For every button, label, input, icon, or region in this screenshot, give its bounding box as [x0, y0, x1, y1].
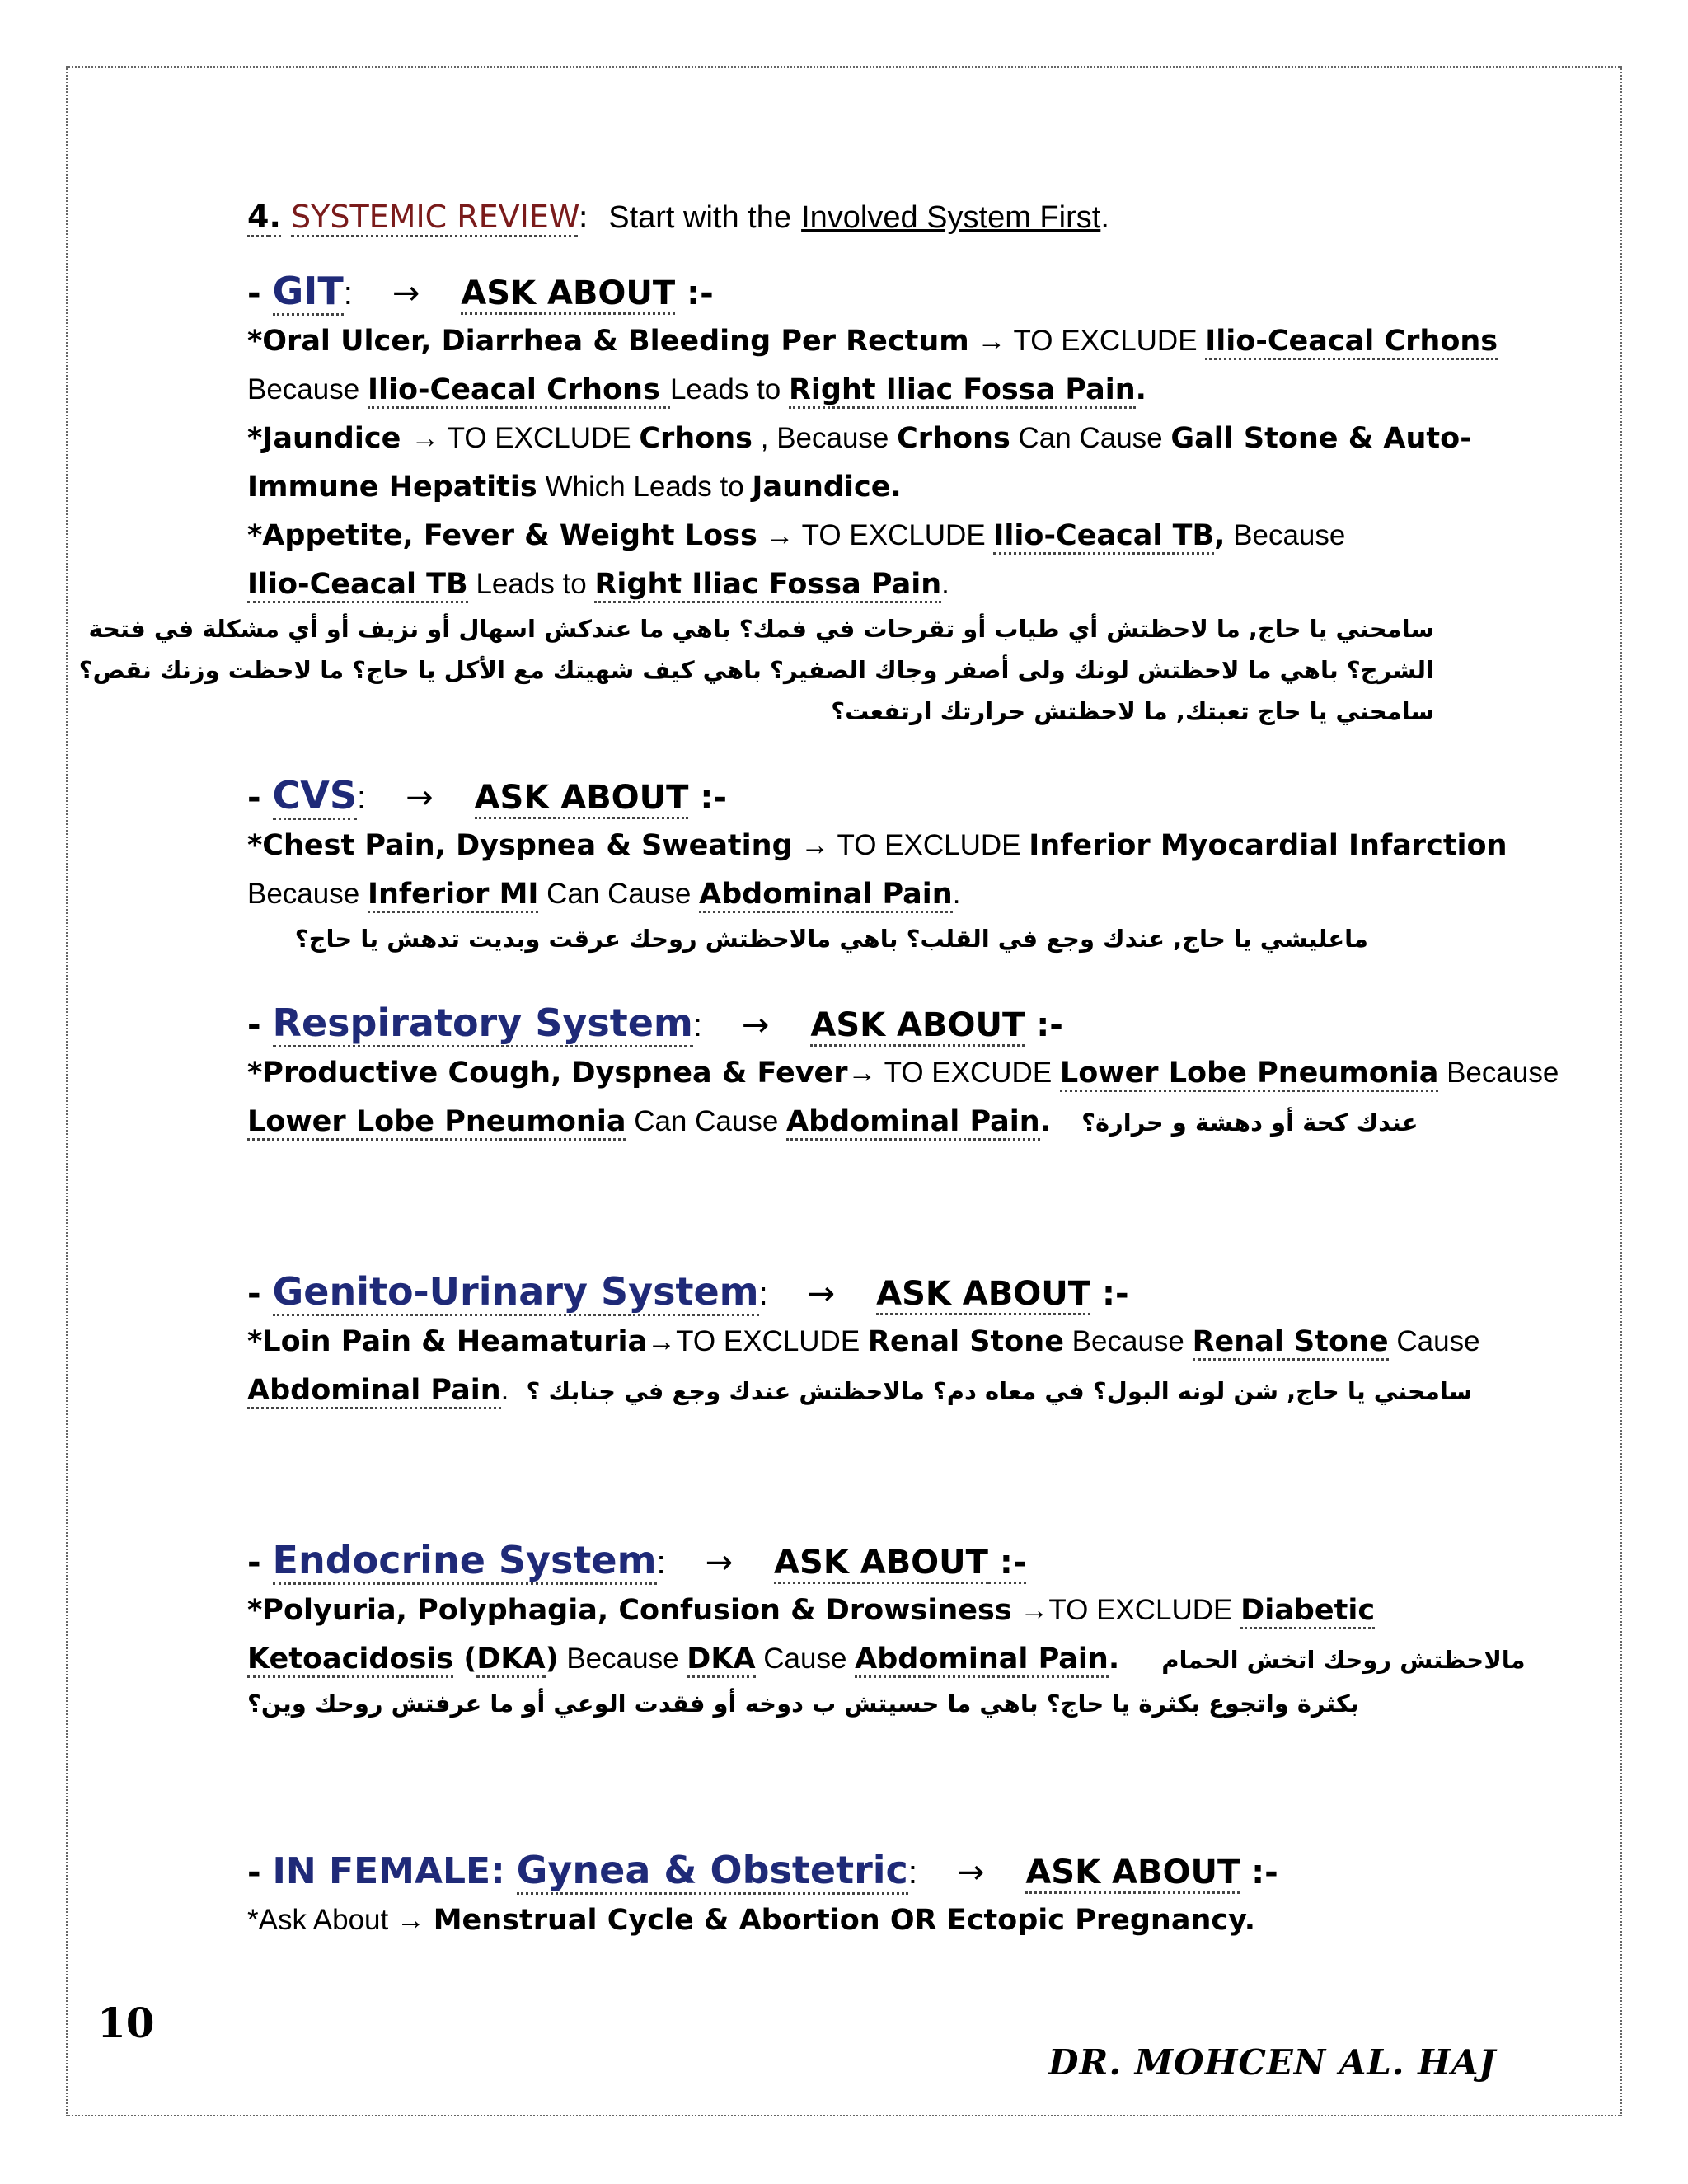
- diagnosis-term: Right Iliac Fossa Pain: [594, 568, 941, 603]
- diagnosis-term: Abdominal Pain: [855, 1643, 1109, 1678]
- git-line-4: [247, 462, 1434, 511]
- text: Because: [1063, 1325, 1193, 1357]
- ask-suffix: :-: [1090, 1275, 1129, 1313]
- git-arabic-2: الشرج؟ باهي ما لاحظتش لونك ولى أصفر وجاك الصفير؟ باهي كيف شهيتك مع الأكل يا حاج؟ ما لاحظت وزنك نقص؟: [78, 656, 1434, 684]
- endo-symptoms: *Polyuria, Polyphagia, Confusion & Drowsiness: [247, 1594, 1012, 1627]
- endo-arabic-2: بكثرة واتجوع بكثرة يا حاج؟ باهي ما حسيتش ب دوخه أو فقدت الوعي أو ما عرفتش روحك وين؟: [247, 1690, 1359, 1718]
- diagnosis-term: Renal Stone: [867, 1325, 1064, 1358]
- endo-heading: - Endocrine System: → ASK ABOUT :-: [247, 1535, 1434, 1586]
- endo-line-1: [247, 1586, 1434, 1634]
- diagnosis-term: Crhons: [639, 422, 753, 455]
- diagnosis-term: Ilio-Ceacal Crhons: [1205, 325, 1498, 360]
- diagnosis-term: Crhons: [897, 422, 1010, 455]
- ask-about-label: ASK ABOUT: [461, 274, 675, 315]
- ask-about-label: ASK ABOUT: [774, 1544, 988, 1584]
- cvs-label: CVS: [273, 773, 358, 820]
- diagnosis-term: Jaundice.: [752, 471, 902, 504]
- arrow-icon: →: [392, 274, 420, 312]
- endo-label: Endocrine System: [273, 1538, 657, 1585]
- female-heading: - IN FEMALE: Gynea & Obstetric: → ASK ABOUT :-: [247, 1844, 1434, 1896]
- period: .: [500, 1374, 509, 1406]
- cvs-arabic-1: ماعليشي يا حاج, عندك وجع في القلب؟ باهي مالاحظتش روحك عرقت وبديت تدهش يا حاج؟: [294, 925, 1368, 953]
- female-prefix: IN FEMALE:: [272, 1850, 505, 1892]
- gu-heading: - Genito-Urinary System: → ASK ABOUT :-: [247, 1266, 1434, 1317]
- text: Because: [1438, 1057, 1559, 1089]
- diagnosis-term: Ilio-Ceacal TB: [993, 519, 1214, 555]
- section-title: SYSTEMIC REVIEW: [291, 199, 578, 237]
- git-label: GIT: [273, 269, 344, 316]
- text: Because: [1225, 519, 1346, 551]
- resp-heading: - Respiratory System: → ASK ABOUT :-: [247, 997, 1434, 1048]
- ask-suffix: :-: [675, 274, 714, 312]
- ask-about-label: ASK ABOUT: [475, 779, 689, 819]
- exclude-text: →TO EXCLUDE: [647, 1325, 868, 1357]
- ask-about-label: ASK ABOUT: [876, 1275, 1090, 1315]
- text: Leads to: [467, 568, 595, 600]
- female-label: Gynea & Obstetric: [517, 1848, 908, 1895]
- text: Leads to: [669, 373, 789, 405]
- text: *Ask About: [247, 1904, 396, 1936]
- exclude-text: →TO EXCLUDE: [1011, 1594, 1241, 1626]
- git-line-5: [247, 511, 1434, 560]
- cvs-line-1: [247, 821, 1507, 869]
- exclude-text: → TO EXCUDE: [847, 1057, 1060, 1089]
- diagnosis-term: Lower Lobe Pneumonia: [1060, 1057, 1438, 1092]
- heading-intro: Start with the: [608, 200, 791, 235]
- author-signature: DR. MOHCEN AL. HAJ: [1048, 2042, 1497, 2083]
- section-heading: 4. SYSTEMIC REVIEW: Start with the Involved System First.: [247, 190, 1434, 244]
- text: Cause: [1388, 1325, 1480, 1357]
- git-symptoms-1: *Oral Ulcer, Diarrhea & Bleeding Per Rectum: [247, 325, 969, 358]
- arrow-icon: →: [807, 1275, 836, 1313]
- resp-arabic: عندك كحة أو دهشة و حرارة؟: [1081, 1108, 1418, 1137]
- text: Because: [247, 373, 368, 405]
- diagnosis-term: Ilio-Ceacal TB: [247, 568, 468, 603]
- ask-suffix: :-: [688, 779, 727, 817]
- diagnosis-term: Right Iliac Fossa Pain: [789, 373, 1136, 409]
- ask-suffix: :-: [1240, 1854, 1278, 1891]
- git-line-2: [247, 365, 1434, 414]
- page-number: 10: [97, 1999, 155, 2047]
- comma: ,: [1214, 519, 1226, 552]
- gu-label: Genito-Urinary System: [273, 1269, 759, 1316]
- diagnosis-term: Renal Stone: [1193, 1325, 1389, 1361]
- diagnosis-term: Inferior MI: [368, 878, 539, 913]
- gu-arabic: سامحني يا حاج, شن لونه البول؟ في معاه دم؟ مالاحظتش عندك وجع في جنابك ؟: [526, 1377, 1473, 1405]
- ask-suffix: :-: [1025, 1006, 1063, 1044]
- diagnosis-term: DKA: [476, 1643, 545, 1678]
- exclude-text: → TO EXCLUDE: [792, 829, 1029, 861]
- paren: ): [545, 1643, 559, 1675]
- diagnosis-term: DKA: [687, 1643, 755, 1678]
- ask-about-label: ASK ABOUT: [810, 1006, 1025, 1047]
- exclude-text: → TO EXCLUDE: [757, 519, 994, 551]
- git-arabic-1: سامحني يا حاج, ما لاحظتش أي طياب أو تقرحات في فمك؟ باهي ما عندكش اسهال أو نزيف أو أي مشكلة في فتحة: [88, 615, 1434, 643]
- resp-line-1: [247, 1048, 1559, 1097]
- endo-arabic-1: مالاحظتش روحك اتخش الحمام: [1161, 1646, 1526, 1674]
- period: .: [952, 878, 961, 910]
- cvs-heading: - CVS: → ASK ABOUT :-: [247, 770, 1434, 821]
- text: Can Cause: [626, 1105, 787, 1137]
- ask-suffix: :-: [988, 1544, 1027, 1584]
- diagnosis-term: Abdominal Pain: [699, 878, 953, 913]
- section-number: 4: [247, 199, 269, 237]
- text: Because: [247, 878, 368, 910]
- arrow-icon: →: [406, 779, 434, 817]
- resp-line-2: [247, 1097, 1434, 1146]
- text: Because: [558, 1643, 687, 1675]
- arrow-icon: →: [741, 1006, 770, 1044]
- period: .: [941, 568, 950, 600]
- text: Which Leads to: [537, 471, 753, 503]
- resp-symptoms: *Productive Cough, Dyspnea & Fever: [247, 1057, 848, 1090]
- text: Cause: [755, 1643, 856, 1675]
- ask-about-label: ASK ABOUT: [1025, 1854, 1240, 1894]
- period: .: [1039, 1105, 1051, 1138]
- git-line-6: [247, 560, 1434, 608]
- diagnosis-term: Diabetic: [1240, 1594, 1375, 1629]
- endo-line-2: [247, 1634, 1526, 1683]
- diagnosis-term: Ilio-Ceacal Crhons: [368, 373, 670, 409]
- diagnosis-term: Inferior Myocardial Infarction: [1029, 829, 1507, 862]
- arrow-icon: →: [705, 1544, 734, 1582]
- diagnosis-term: Abdominal Pain: [247, 1374, 501, 1409]
- colon: :: [578, 199, 589, 235]
- gu-symptoms: *Loin Pain & Heamaturia: [247, 1325, 648, 1358]
- diagnosis-term: Immune Hepatitis: [247, 471, 537, 504]
- period: .: [1135, 373, 1146, 406]
- female-line-1: [247, 1896, 1434, 1944]
- text: , Because: [753, 422, 898, 454]
- diagnosis-term: Lower Lobe Pneumonia: [247, 1105, 626, 1141]
- git-arabic-3: سامحني يا حاج تعبتك, ما لاحظتش حرارتك ارتفعت؟: [831, 697, 1434, 725]
- gu-line-1: [247, 1317, 1480, 1366]
- heading-involved: Involved System First: [801, 200, 1101, 235]
- git-symptoms-3: *Appetite, Fever & Weight Loss: [247, 519, 757, 552]
- gu-line-2: [247, 1366, 1473, 1414]
- exclude-text: → TO EXCLUDE: [410, 422, 640, 454]
- git-line-1: [247, 316, 1498, 365]
- period: .: [1108, 1643, 1120, 1675]
- diagnosis-term: Ketoacidosis: [247, 1643, 453, 1678]
- git-symptoms-2: *Jaundice: [247, 422, 411, 455]
- arrow-icon: →: [396, 1904, 434, 1936]
- git-line-3: [247, 414, 1472, 462]
- exclude-text: → TO EXCLUDE: [968, 325, 1206, 357]
- resp-label: Respiratory System: [273, 1001, 693, 1047]
- text: Can Cause: [538, 878, 700, 910]
- female-topics: Menstrual Cycle & Abortion OR Ectopic Pregnancy.: [433, 1904, 1256, 1937]
- diagnosis-term: Gall Stone & Auto-: [1170, 422, 1472, 455]
- cvs-symptoms: *Chest Pain, Dyspnea & Sweating: [247, 829, 793, 862]
- page-content: [78, 190, 1559, 1944]
- git-heading: - GIT: → ASK ABOUT :-: [247, 265, 1434, 316]
- paren: (: [453, 1643, 477, 1675]
- arrow-icon: →: [956, 1854, 985, 1891]
- period: .: [1100, 200, 1109, 235]
- diagnosis-term: Abdominal Pain: [786, 1105, 1040, 1141]
- cvs-line-2: [247, 869, 1434, 918]
- text: Can Cause: [1010, 422, 1171, 454]
